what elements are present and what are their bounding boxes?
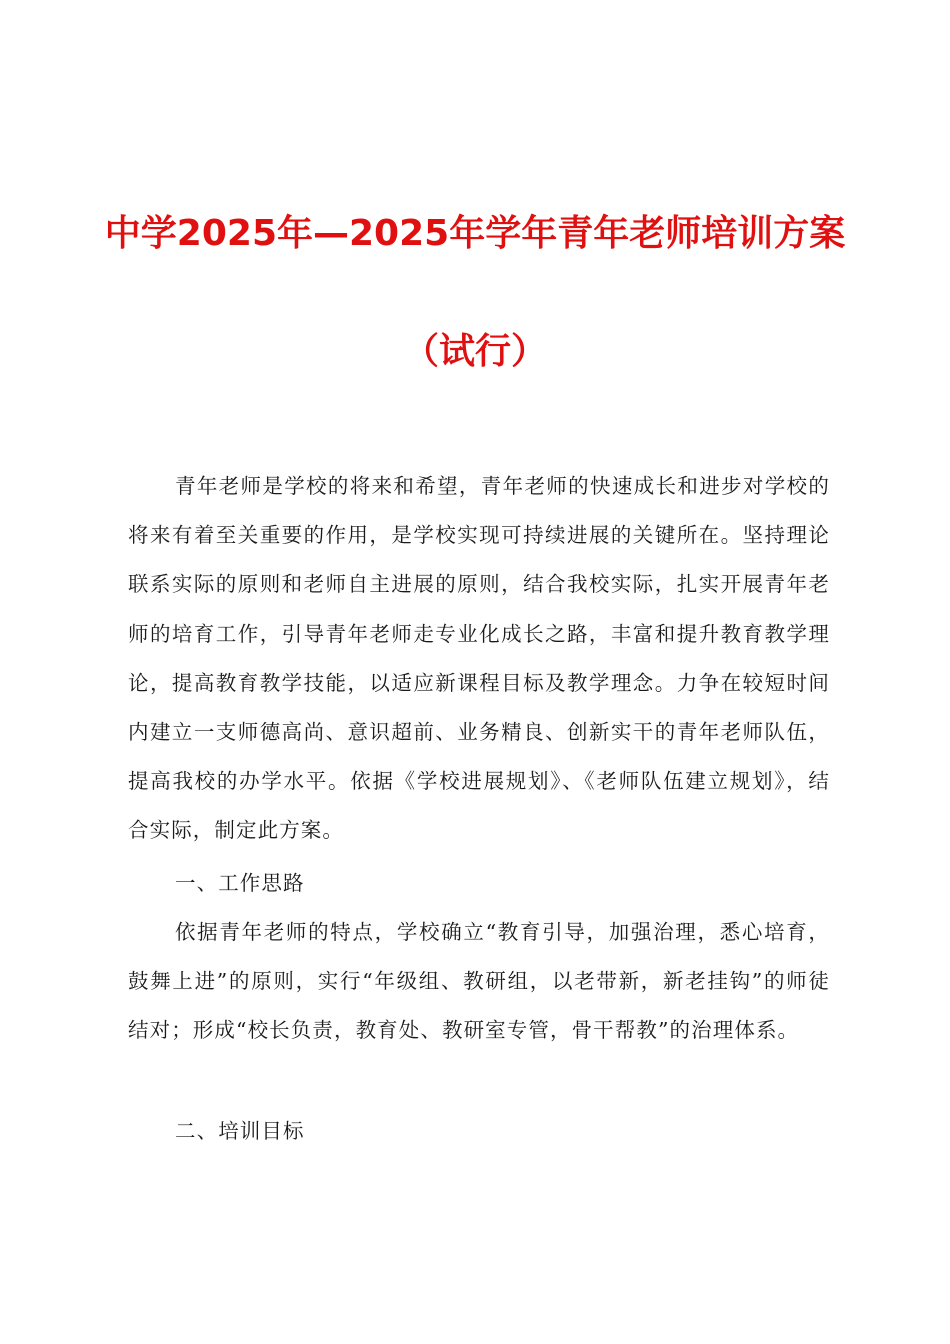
intro-paragraph: 青年老师是学校的将来和希望，青年老师的快速成长和进步对学校的将来有着至关重要的作用，是学校实现可持续进展的关键所在。坚持理论联系实际的原则和老师自主进展的原则，结合我校实际，扎实开展青年老师的培育工作，引导青年老师走专业化成长之路，丰富和提升教育教学理论，提高教育教学技能，以适应新课程目标及教学理念。力争在较短时间内建立一支师德高尚、意识超前、业务精良、创新实干的青年老师队伍，提高我校的办学水平。依据《学校进展规划》、《老师队伍建立规划》，结合实际，制定此方案。	[128, 474, 830, 843]
section-heading-training-goals: 二、培训目标	[175, 1119, 305, 1143]
section-heading-work-approach: 一、工作思路	[175, 871, 305, 895]
section-paragraph-work-approach: 依据青年老师的特点，学校确立“教育引导，加强治理，悉心培育，鼓舞上进”的原则，实行“年级组、教研组，以老带新，新老挂钩”的师徒结对；形成“校长负责，教育处、教研室专管，骨干帮教”的治理体系。	[128, 920, 830, 1043]
document-subtitle: （试行）	[402, 331, 547, 372]
document-title: 中学2025年—2025年学年青年老师培训方案	[104, 213, 846, 254]
